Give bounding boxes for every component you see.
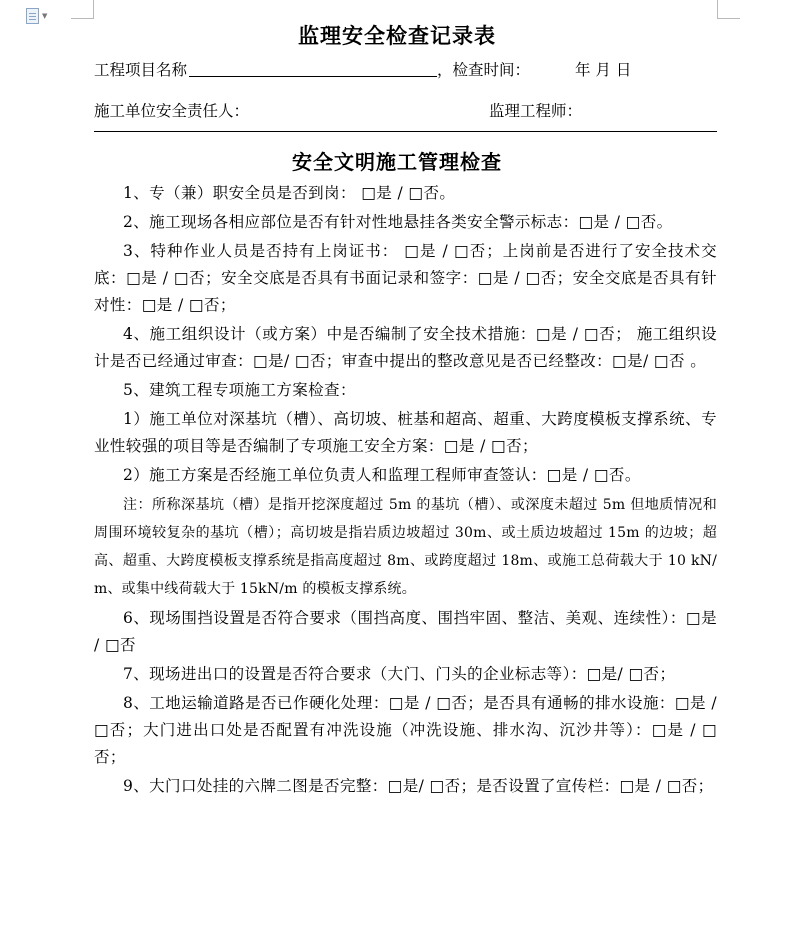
margin-corner-right [717, 0, 740, 19]
section-title: 安全文明施工管理检查 [292, 150, 502, 174]
check-item-6: 6、现场围挡设置是否符合要求（围挡高度、围挡牢固、整洁、美观、连续性）：□是 / □否 [94, 609, 717, 654]
check-item-1: 1、专（兼）职安全员是否到岗： □是 / □否。 [123, 184, 456, 202]
engineer-label: 监理工程师： [489, 102, 583, 120]
date-label: 年 月 日 [574, 61, 632, 79]
check-item-7: 7、现场进出口的设置是否符合要求（大门、门头的企业标志等）：□是/ □否； [123, 665, 676, 683]
unit-responsible-label: 施工单位安全责任人： [94, 102, 250, 120]
check-item-5-2: 2）施工方案是否经施工单位负责人和监理工程师审查签认：□是 / □否。 [123, 466, 641, 484]
check-item-9: 9、大门口处挂的六牌二图是否完整：□是/ □否；是否设置了宣传栏：□是 / □否； [123, 777, 714, 795]
check-item-8: 8、工地运输道路是否已作硬化处理：□是 / □否；是否具有通畅的排水设施：□是 / □否；大门进出口处是否配置有冲洗设施（冲洗设施、排水沟、沉沙井等）：□是 / □否； [94, 694, 717, 766]
project-name-field[interactable] [189, 60, 437, 77]
check-item-5: 5、建筑工程专项施工方案检查： [123, 381, 356, 399]
check-note: 注：所称深基坑（槽）是指开挖深度超过 5m 的基坑（槽）、或深度未超过 5m 但地质情况和周围环境较复杂的基坑（槽）；高切坡是指岩质边坡超过 30m、或土质边坡超过 15m 的边坡；超高、超重、大跨度模板支撑系统是指高度超过 8m、或跨度超过 18m、或施工总荷载大于 10 kN/ m、或集中线荷载大于 15kN/m 的模板支撑系统。 [94, 497, 717, 597]
responsible-line [94, 99, 249, 121]
document-title: 监理安全检查记录表 [298, 23, 496, 48]
checklist-body [94, 180, 717, 802]
check-item-5-1: 1）施工单位对深基坑（槽）、高切坡、桩基和超高、超重、大跨度模板支撑系统、专业性较强的项目等是否编制了专项施工安全方案：□是 / □否； [94, 410, 717, 455]
engineer-line [489, 99, 582, 121]
check-time-label: ，检查时间： [437, 61, 531, 79]
project-line [94, 58, 631, 80]
check-item-4: 4、施工组织设计（或方案）中是否编制了安全技术措施：□是 / □否； 施工组织设计是否已经通过审查：□是/ □否；审查中提出的整改意见是否已经整改：□是/ □否 。 [94, 325, 717, 370]
check-item-3: 3、特种作业人员是否持有上岗证书： □是 / □否；上岗前是否进行了安全技术交底：□是 / □否；安全交底是否具有书面记录和签字：□是 / □否；安全交底是否具有针对性：□是 / □否； [94, 242, 717, 314]
check-item-2: 2、施工现场各相应部位是否有针对性地悬挂各类安全警示标志：□是 / □否。 [123, 213, 673, 231]
margin-corner-left [71, 0, 94, 19]
project-label: 工程项目名称 [94, 61, 188, 79]
chevron-down-icon: ▼ [42, 12, 48, 20]
header-divider [94, 131, 717, 132]
